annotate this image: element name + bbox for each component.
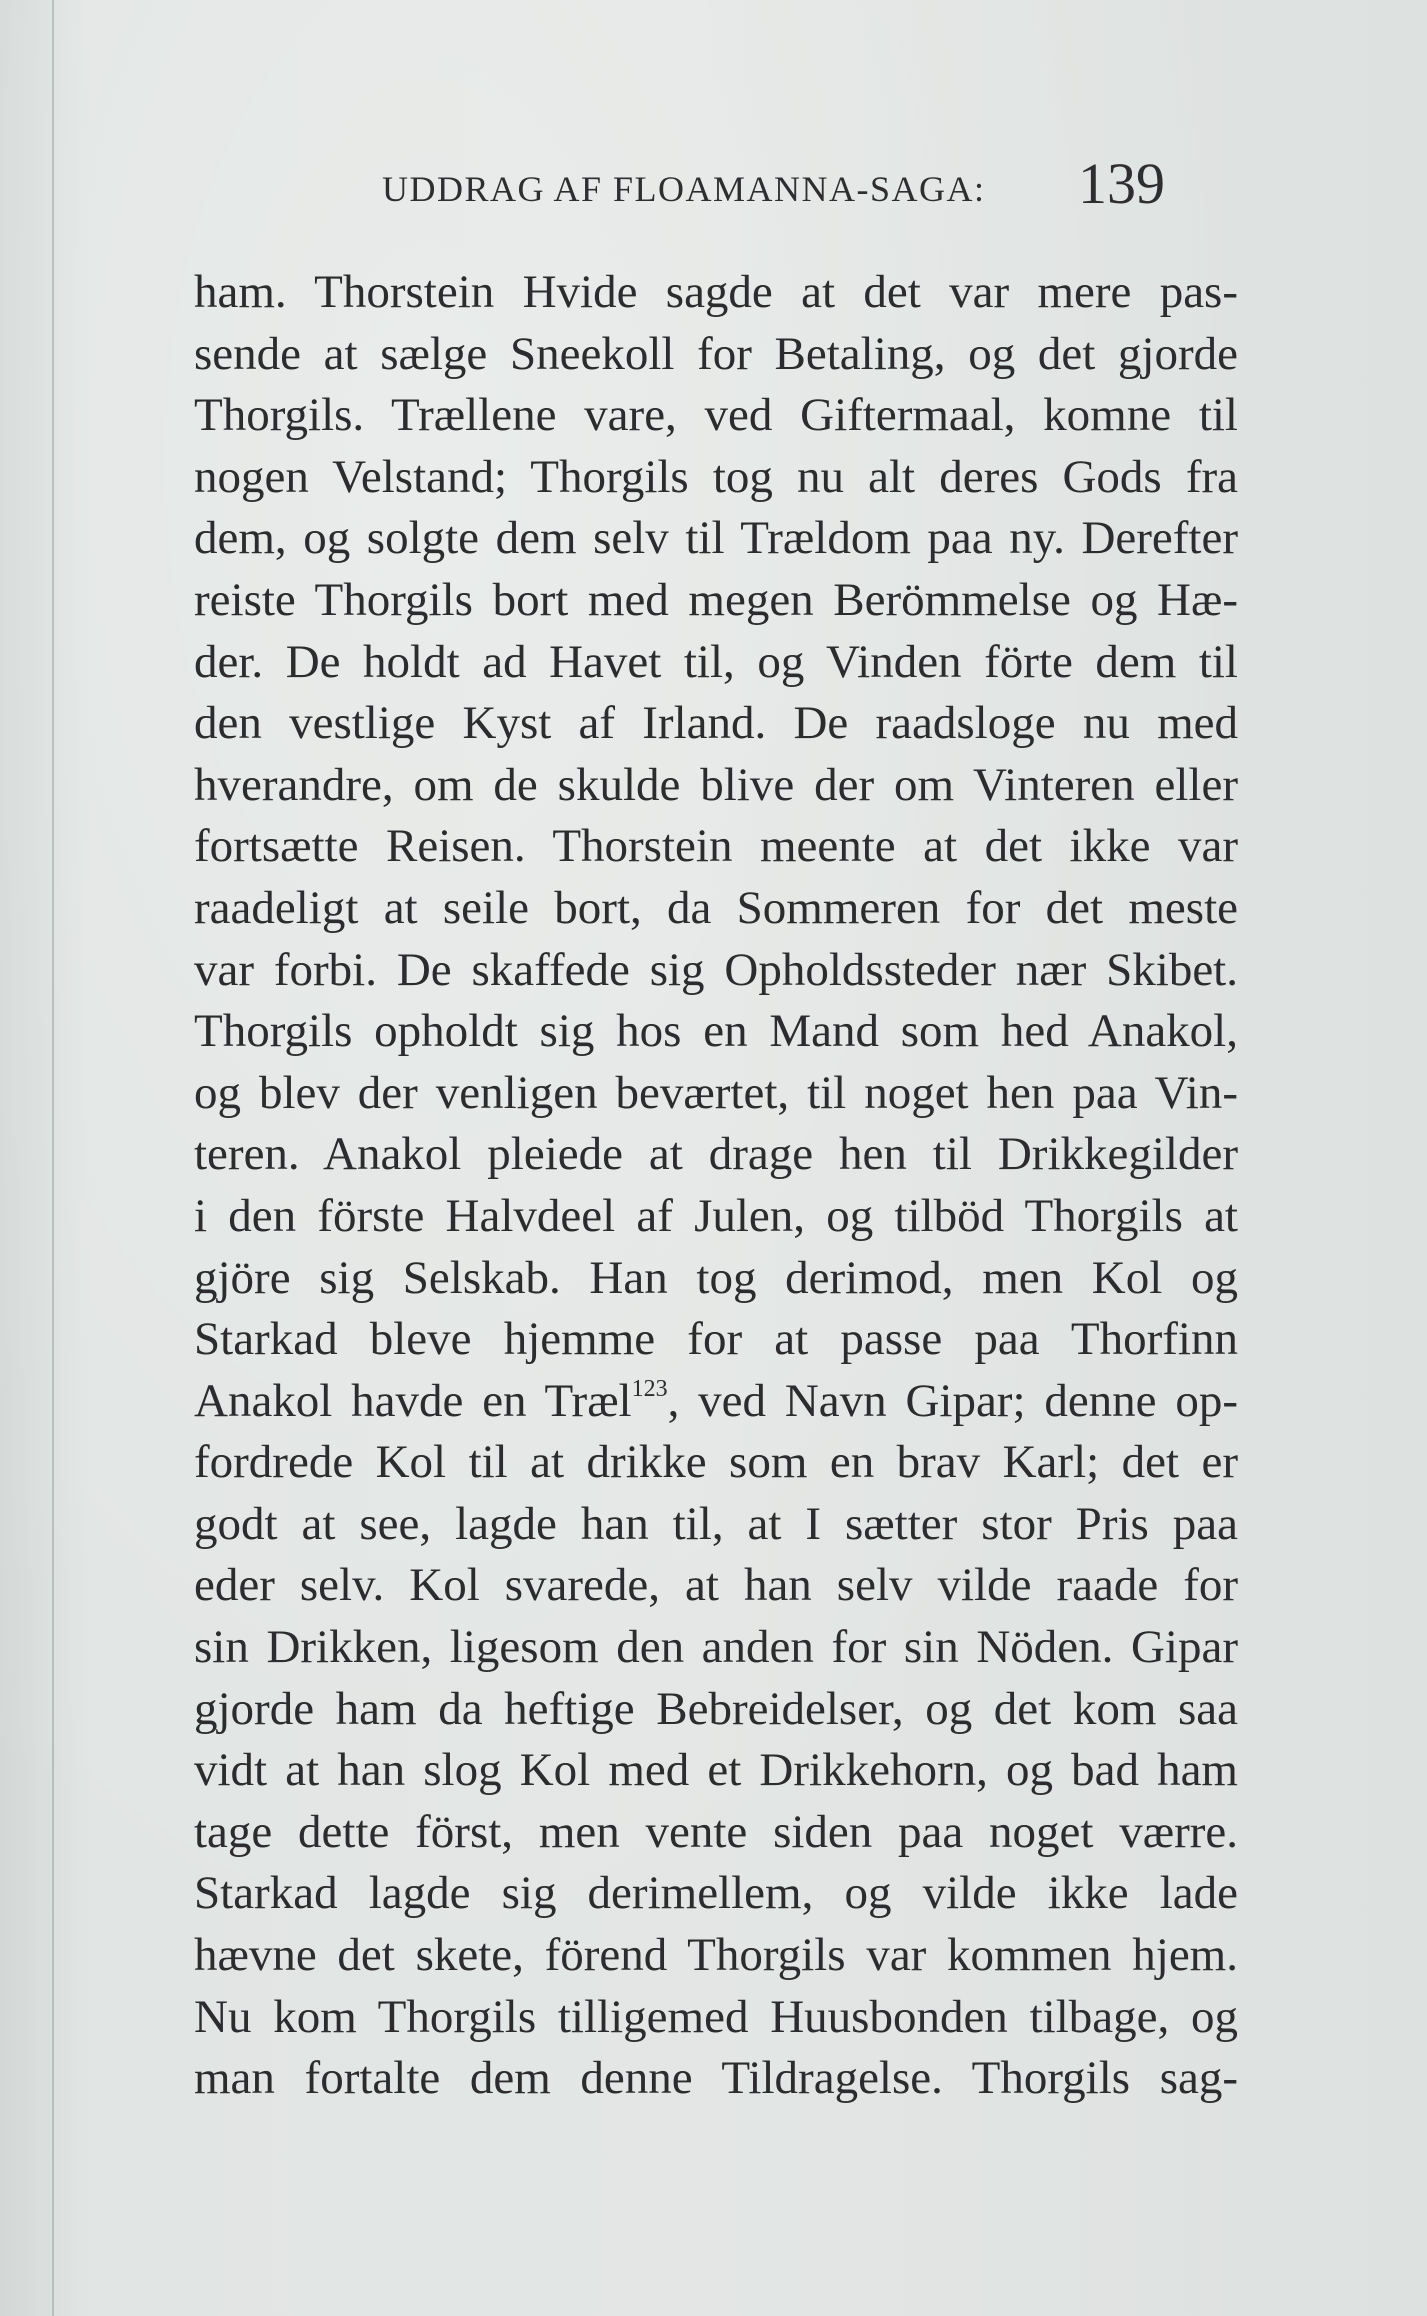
text-line: hævne det skete, förend Thorgils var kommen hjem. (194, 1929, 1238, 1982)
body-text (194, 262, 1238, 2110)
text-line: teren. Anakol pleiede at drage hen til Drikkegilder (194, 1128, 1238, 1181)
text-line: fortsætte Reisen. Thorstein meente at det ikke var (194, 820, 1238, 873)
text-line: ham. Thorstein Hvide sagde at det var mere pas- (194, 266, 1238, 318)
text-line: sin Drikken, ligesom den anden for sin Nöden. Gipar (194, 1621, 1238, 1674)
text-line: Thorgils. Trællene vare, ved Giftermaal, komne til (194, 389, 1238, 442)
text-line: godt at see, lagde han til, at I sætter stor Pris paa (194, 1497, 1238, 1550)
text-line: eder selv. Kol svarede, at han selv vilde raade for (194, 1559, 1238, 1612)
text-line: Starkad bleve hjemme for at passe paa Thorfinn (194, 1313, 1238, 1366)
text-line: Thorgils opholdt sig hos en Mand som hed Anakol, (194, 1005, 1238, 1058)
text-line: dem, og solgte dem selv til Trældom paa ny. Derefter (194, 512, 1238, 565)
text-line: der. De holdt ad Havet til, og Vinden förte dem til (194, 635, 1238, 688)
text-line: i den förste Halvdeel af Julen, og tilböd Thorgils at (194, 1189, 1238, 1242)
text-line: tage dette först, men vente siden paa noget værre. (194, 1805, 1238, 1858)
text-line: reiste Thorgils bort med megen Berömmelse og Hæ- (194, 573, 1238, 626)
text-segment: Anakol havde en Træl (194, 1374, 632, 1427)
running-head: UDDRAG AF FLOAMANNA-SAGA: (382, 169, 986, 209)
text-line: den vestlige Kyst af Irland. De raadsloge nu med (194, 697, 1238, 750)
text-line: Nu kom Thorgils tilligemed Huusbonden tilbage, og (194, 1990, 1238, 2043)
footnote-marker[interactable]: 123 (631, 1375, 668, 1402)
text-line-with-footnote (194, 1371, 1238, 1433)
text-line: hverandre, om de skulde blive der om Vinteren eller (194, 758, 1238, 811)
text-line: gjorde ham da heftige Bebreidelser, og det kom saa (194, 1682, 1238, 1735)
page-number: 139 (1078, 151, 1165, 216)
text-line: fordrede Kol til at drikke som en brav Karl; det er (194, 1436, 1238, 1489)
text-line: var forbi. De skaffede sig Opholdssteder nær Skibet. (194, 943, 1238, 996)
text-line: vidt at han slog Kol med et Drikkehorn, og bad ham (194, 1744, 1238, 1797)
text-line: nogen Velstand; Thorgils tog nu alt deres Gods fra (194, 450, 1238, 503)
text-line: raadeligt at seile bort, da Sommeren for det meste (194, 881, 1238, 934)
text-line: og blev der venligen beværtet, til noget hen paa Vin- (194, 1066, 1238, 1119)
text-line: gjöre sig Selskab. Han tog derimod, men Kol og (194, 1251, 1238, 1304)
text-line: sende at sælge Sneekoll for Betaling, og det gjorde (194, 327, 1238, 380)
page-gutter-edge (52, 0, 54, 2316)
text-segment: , ved Navn Gipar; denne op- (667, 1374, 1238, 1427)
text-line: Starkad lagde sig derimellem, og vilde ikke lade (194, 1867, 1238, 1920)
text-line: man fortalte dem denne Tildragelse. Thorgils sag- (194, 2052, 1238, 2105)
